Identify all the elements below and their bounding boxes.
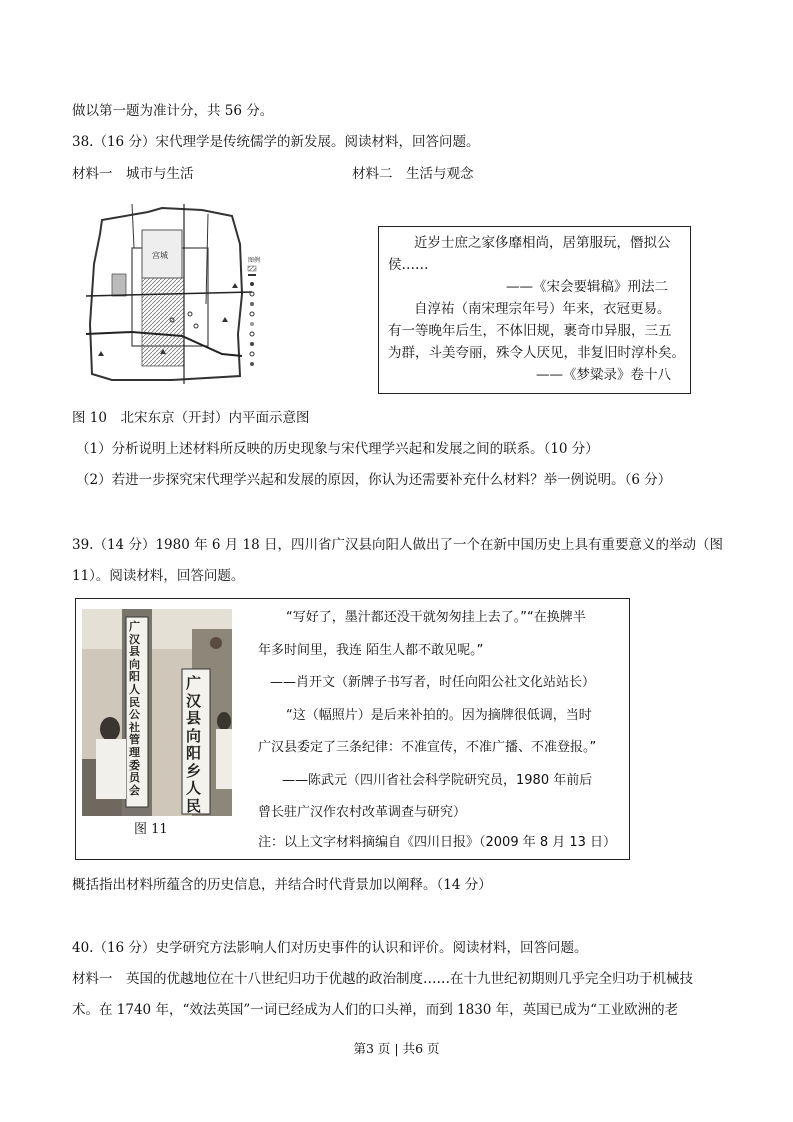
q38-title: 38.（16 分）宋代理学是传统儒学的新发展。阅读材料，回答问题。 xyxy=(72,134,480,150)
q39-quote-line-3: “这（幅照片）是后来补拍的。因为摘牌很低调，当时 xyxy=(286,708,592,723)
q39-quote-source-2: ——陈武元（四川省社会科学院研究员，1980 年前后 xyxy=(282,773,593,788)
photo-caption: 图 11 xyxy=(134,822,168,837)
q38-quote-line-2: 侯…… xyxy=(388,257,429,273)
q39-quote-line-4: 广汉县委定了三条纪律：不准宣传，不准广播、不准登报。” xyxy=(258,740,597,755)
q39-question: 概括指出材料所蕴含的历史信息，并结合时代背景加以阐释。（14 分） xyxy=(72,877,492,893)
q39-quote-source-3: 曾长驻广汉作农村改革调查与研究） xyxy=(258,805,467,820)
q39-note: 注：以上文字材料摘编自《四川日报》（2009 年 8 月 13 日） xyxy=(258,835,617,850)
palace-label: 宫城 xyxy=(152,251,168,260)
q39-title-line-2: 11）。阅读材料，回答问题。 xyxy=(72,568,245,584)
sign-left-text: 广汉县向阳人民公社管理委员会 xyxy=(129,620,140,797)
page-footer: 第3 页 | 共6 页 xyxy=(353,1041,440,1056)
q38-quote-source-2: ——《梦粱录》卷十八 xyxy=(536,367,671,383)
q40-material1-line-2: 术。在 1740 年，“效法英国”一词已经成为人们的口头禅，而到 1830 年，英国已成为“工业欧洲的老 xyxy=(72,1002,679,1018)
sign-right-text: 广汉县向阳乡人民 xyxy=(186,674,202,815)
intro-text: 做以第一题为准计分，共 56 分。 xyxy=(72,103,274,119)
admin-area xyxy=(112,274,126,296)
q38-quote-line-3: 自淳祐（南宋理宗年号）年来，衣冠更易。 xyxy=(414,301,671,317)
q38-quote-line-4: 有一等晚年后生，不体旧规，裹奇巾异服，三五 xyxy=(388,323,672,339)
sign-photo xyxy=(82,609,232,816)
svg-text:图例: 图例 xyxy=(248,257,261,264)
q39-quote-line-2: 年多时间里，我连 陌生人都不敢见呢。” xyxy=(258,643,484,658)
q39-title-line-1: 39.（14 分）1980 年 6 月 18 日，四川省广汉县向阳人做出了一个在新中国历史上具有重要意义的举动（图 xyxy=(72,537,724,553)
kaifeng-map xyxy=(72,204,272,396)
q40-material1-line-1: 材料一 英国的优越地位在十八世纪归功于优越的政治制度……在十九世纪初期则几乎完全归功于机械技 xyxy=(72,971,693,987)
q38-quote-line-1: 近岁士庶之家侈靡相尚，居第服玩，僭拟公 xyxy=(414,235,671,251)
q38-sub1: （1）分析说明上述材料所反映的历史现象与宋代理学兴起和发展之间的联系。（10 分） xyxy=(76,441,599,457)
q40-title: 40.（16 分）史学研究方法影响人们对历史事件的认识和评价。阅读材料，回答问题。 xyxy=(72,940,588,956)
q38-sub2: （2）若进一步探究宋代理学兴起和发展的原因，你认为还需要补充什么材料？举一例说明。（6 分） xyxy=(76,472,672,488)
q38-quote-source-1: ——《宋会要辑稿》刑法二 xyxy=(506,279,668,295)
q38-material2-label: 材料二 生活与观念 xyxy=(352,166,474,182)
map-caption: 图 10 北宋东京（开封）内平面示意图 xyxy=(72,410,310,426)
q39-quote-line-1: “写好了，墨汁都还没干就匆匆挂上去了。”“在换牌半 xyxy=(286,610,586,625)
q38-quote-line-5: 为群，斗美夸丽，殊令人厌见，非复旧时淳朴矣。 xyxy=(388,345,685,361)
q39-quote-source-1: ——肖开文（新牌子书写者，时任向阳公社文化站站长） xyxy=(270,675,596,690)
q38-material1-label: 材料一 城市与生活 xyxy=(72,166,194,182)
